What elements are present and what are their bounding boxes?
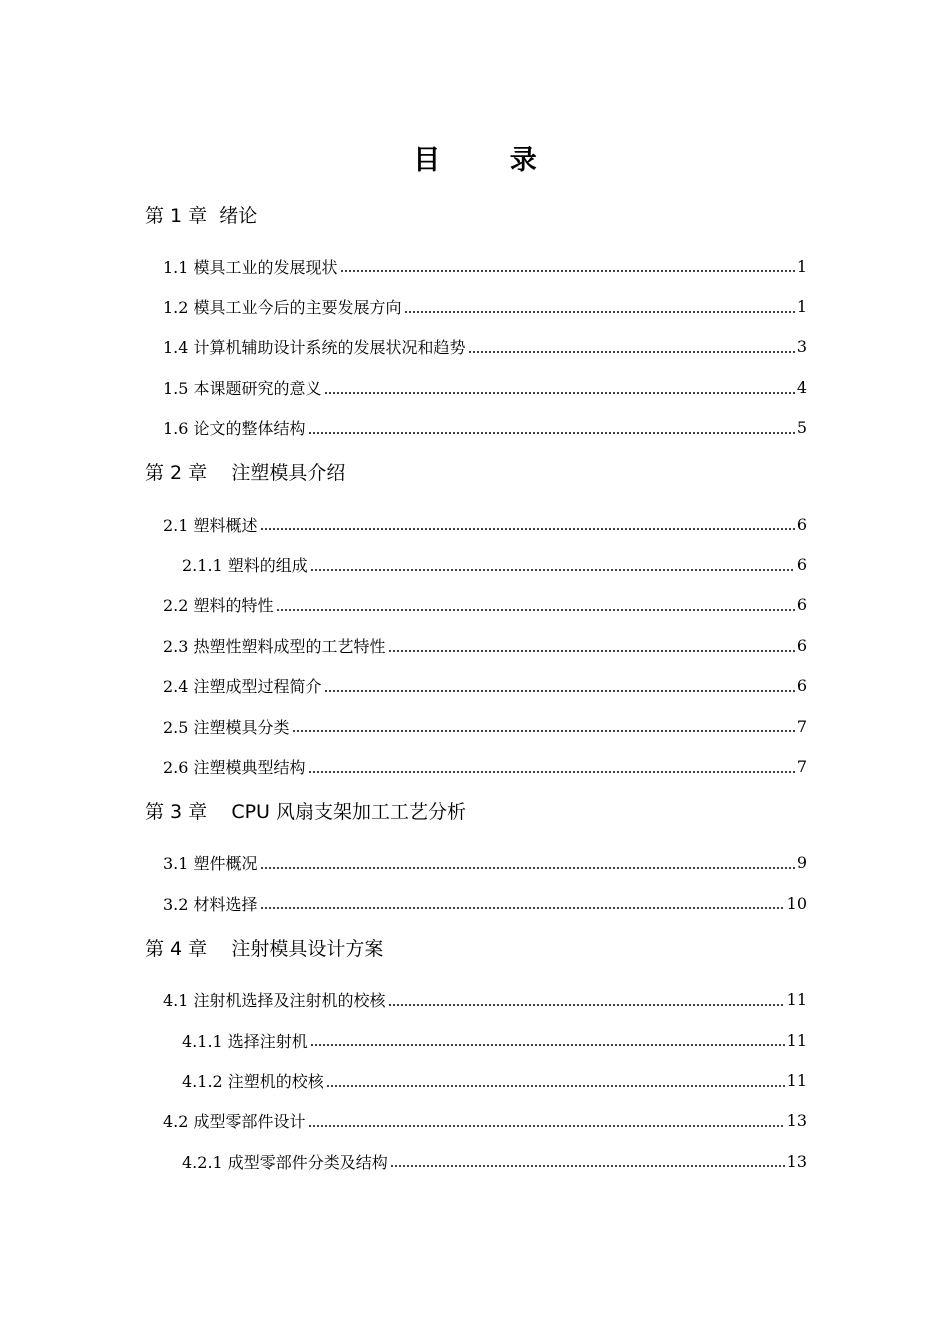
toc-section-entry[interactable] bbox=[145, 367, 807, 407]
entry-label: 3.1 塑件概况 bbox=[163, 854, 258, 874]
dot-leader bbox=[308, 1117, 785, 1133]
toc-subsection-entry[interactable] bbox=[145, 1020, 807, 1060]
page-number: 6 bbox=[796, 514, 807, 534]
dot-leader bbox=[308, 762, 795, 778]
dot-leader bbox=[404, 303, 795, 319]
toc-section-entry[interactable] bbox=[145, 746, 807, 786]
page-number: 1 bbox=[796, 256, 807, 276]
page-number: 6 bbox=[796, 635, 807, 655]
table-of-contents bbox=[145, 190, 807, 1181]
dot-leader bbox=[324, 682, 795, 698]
dot-leader bbox=[388, 996, 785, 1012]
chapter-heading[interactable]: 第 1 章 绪论 bbox=[145, 204, 258, 227]
toc-subsection-entry[interactable] bbox=[145, 544, 807, 584]
entry-label: 1.1 模具工业的发展现状 bbox=[163, 257, 338, 277]
toc-title: 目 录 bbox=[413, 145, 567, 176]
entry-label: 2.4 注塑成型过程简介 bbox=[163, 677, 322, 697]
toc-section-entry[interactable] bbox=[145, 585, 807, 625]
page-number: 11 bbox=[786, 990, 807, 1010]
toc-section-entry[interactable] bbox=[145, 843, 807, 883]
toc-section-entry[interactable] bbox=[145, 625, 807, 665]
page-number: 10 bbox=[786, 893, 807, 913]
dot-leader bbox=[260, 899, 785, 915]
dot-leader bbox=[468, 343, 795, 359]
dot-leader bbox=[390, 1157, 785, 1173]
chapter-heading[interactable]: 第 3 章 CPU 风扇支架加工工艺分析 bbox=[145, 801, 466, 824]
dot-leader bbox=[310, 561, 795, 577]
dot-leader bbox=[292, 722, 795, 738]
entry-label: 1.5 本课题研究的意义 bbox=[163, 378, 322, 398]
entry-label: 1.4 计算机辅助设计系统的发展状况和趋势 bbox=[163, 338, 466, 358]
toc-section-entry[interactable] bbox=[145, 979, 807, 1019]
toc-section-entry[interactable] bbox=[145, 246, 807, 286]
page-number: 13 bbox=[786, 1111, 807, 1131]
dot-leader bbox=[388, 641, 795, 657]
toc-section-entry[interactable] bbox=[145, 504, 807, 544]
toc-section-entry[interactable] bbox=[145, 883, 807, 923]
dot-leader bbox=[260, 859, 795, 875]
entry-label: 2.5 注塑模具分类 bbox=[163, 717, 290, 737]
page-number: 7 bbox=[796, 716, 807, 736]
toc-section-entry[interactable] bbox=[145, 666, 807, 706]
dot-leader bbox=[324, 383, 795, 399]
toc-section-entry[interactable] bbox=[145, 408, 807, 448]
chapter-heading[interactable]: 第 2 章 注塑模具介绍 bbox=[145, 462, 346, 485]
page-number: 5 bbox=[796, 418, 807, 438]
page-number: 7 bbox=[796, 756, 807, 776]
toc-section-entry[interactable] bbox=[145, 706, 807, 746]
entry-label: 2.6 注塑模典型结构 bbox=[163, 757, 306, 777]
page-number: 13 bbox=[786, 1151, 807, 1171]
entry-label: 4.2.1 成型零部件分类及结构 bbox=[182, 1152, 388, 1172]
dot-leader bbox=[340, 262, 795, 278]
page-number: 11 bbox=[786, 1070, 807, 1090]
page-number: 6 bbox=[796, 676, 807, 696]
entry-label: 2.1 塑料概述 bbox=[163, 515, 258, 535]
page-number: 6 bbox=[796, 595, 807, 615]
dot-leader bbox=[260, 520, 795, 536]
toc-subsection-entry[interactable] bbox=[145, 1141, 807, 1181]
dot-leader bbox=[276, 601, 795, 617]
entry-label: 4.1.1 选择注射机 bbox=[182, 1031, 308, 1051]
entry-label: 1.2 模具工业今后的主要发展方向 bbox=[163, 298, 402, 318]
entry-label: 4.1 注射机选择及注射机的校核 bbox=[163, 991, 386, 1011]
page-number: 11 bbox=[786, 1030, 807, 1050]
toc-section-entry[interactable] bbox=[145, 327, 807, 367]
page-number: 1 bbox=[796, 297, 807, 317]
entry-label: 4.2 成型零部件设计 bbox=[163, 1112, 306, 1132]
page-number: 4 bbox=[796, 377, 807, 397]
entry-label: 1.6 论文的整体结构 bbox=[163, 419, 306, 439]
entry-label: 2.3 热塑性塑料成型的工艺特性 bbox=[163, 636, 386, 656]
entry-label: 2.1.1 塑料的组成 bbox=[182, 556, 308, 576]
page-number: 6 bbox=[796, 555, 807, 575]
entry-label: 3.2 材料选择 bbox=[163, 894, 258, 914]
toc-subsection-entry[interactable] bbox=[145, 1060, 807, 1100]
entry-label: 4.1.2 注塑机的校核 bbox=[182, 1071, 324, 1091]
dot-leader bbox=[326, 1076, 785, 1092]
entry-label: 2.2 塑料的特性 bbox=[163, 596, 274, 616]
dot-leader bbox=[310, 1036, 785, 1052]
chapter-heading[interactable]: 第 4 章 注射模具设计方案 bbox=[145, 937, 384, 960]
toc-section-entry[interactable] bbox=[145, 1101, 807, 1141]
page-number: 9 bbox=[796, 853, 807, 873]
dot-leader bbox=[308, 424, 795, 440]
toc-section-entry[interactable] bbox=[145, 286, 807, 326]
page-number: 3 bbox=[796, 337, 807, 357]
